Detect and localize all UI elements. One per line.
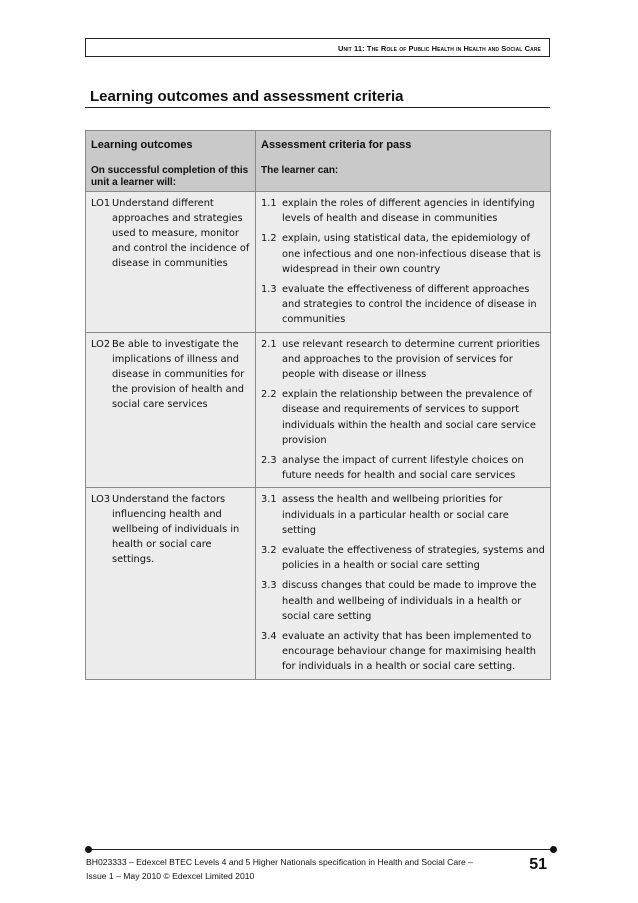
assessment-criterion bbox=[261, 578, 545, 624]
criterion-number: 1.1 bbox=[261, 198, 277, 209]
page-number: 51 bbox=[529, 856, 547, 873]
criterion-number: 3.1 bbox=[261, 494, 277, 506]
table-header-row bbox=[86, 131, 551, 192]
table-row bbox=[86, 332, 551, 488]
learning-outcome-cell bbox=[86, 332, 256, 488]
learning-outcome-cell bbox=[86, 192, 256, 333]
footer-rule-left-dot bbox=[85, 846, 92, 853]
learning-outcome bbox=[91, 337, 250, 412]
assessment-criteria-cell bbox=[256, 192, 551, 333]
criterion-number: 2.1 bbox=[261, 338, 277, 350]
criterion-number: 3.4 bbox=[261, 631, 277, 643]
criterion-number: 1.2 bbox=[261, 233, 277, 245]
learning-outcome-text: Understand different approaches and strategies used to measure, monitor and control the incidence of disease in communities bbox=[112, 198, 250, 269]
criterion-text: assess the health and wellbeing priorities for individuals in a particular health or social care setting bbox=[282, 494, 509, 536]
criterion-number: 2.2 bbox=[261, 389, 277, 401]
criterion-text: evaluate the effectiveness of different approaches and strategies to control the incidence of disease in communities bbox=[282, 284, 537, 326]
assessment-criterion bbox=[261, 337, 545, 383]
learning-outcomes-header-title: Learning outcomes bbox=[91, 139, 193, 151]
learning-outcome-text: Be able to investigate the implications of illness and disease in communities for the provision of health and social care services bbox=[112, 338, 245, 410]
criterion-number: 1.3 bbox=[261, 284, 277, 296]
footer-text bbox=[86, 855, 486, 883]
assessment-criterion bbox=[261, 387, 545, 448]
learning-outcome-number: LO1 bbox=[91, 198, 111, 209]
criterion-number: 3.2 bbox=[261, 545, 277, 557]
footer-line-2: Issue 1 – May 2010 © Edexcel Limited 2010 bbox=[86, 871, 255, 881]
learning-outcome-number: LO2 bbox=[91, 338, 111, 350]
criterion-text: use relevant research to determine current priorities and approaches to the provision of services for people with disease or illness bbox=[282, 338, 540, 381]
criterion-text: explain the relationship between the prevalence of disease and requirements of services to support individuals within the health and social care service provision bbox=[282, 389, 536, 446]
outcomes-table bbox=[85, 130, 551, 680]
footer-line-1: BH023333 – Edexcel BTEC Levels 4 and 5 Higher Nationals specification in Health and Social Care – bbox=[86, 857, 473, 867]
footer-rule bbox=[88, 849, 553, 850]
assessment-criterion bbox=[261, 282, 545, 328]
learning-outcome bbox=[91, 196, 250, 271]
assessment-criteria-header-title: Assessment criteria for pass bbox=[261, 139, 412, 151]
assessment-criterion bbox=[261, 629, 545, 675]
criterion-text: analyse the impact of current lifestyle choices on future needs for health and social care services bbox=[282, 455, 524, 482]
criterion-text: discuss changes that could be made to improve the health and wellbeing of individuals in a health or social care setting bbox=[282, 580, 537, 622]
section-title: Learning outcomes and assessment criteria bbox=[90, 88, 404, 105]
criterion-text: explain, using statistical data, the epidemiology of one infectious and one non-infectious disease that is widespread in their own country bbox=[282, 233, 541, 275]
table-row bbox=[86, 488, 551, 679]
assessment-criteria-cell bbox=[256, 332, 551, 488]
footer-rule-right-dot bbox=[550, 846, 557, 853]
assessment-criterion bbox=[261, 453, 545, 483]
learning-outcomes-header-subtitle: On successful completion of this unit a learner will: bbox=[91, 165, 249, 188]
criterion-text: explain the roles of different agencies in identifying levels of health and disease in communities bbox=[282, 198, 535, 225]
learning-outcomes-header bbox=[86, 131, 256, 192]
assessment-criteria-header-subtitle: The learner can: bbox=[261, 165, 339, 176]
learning-outcome-text: Understand the factors influencing health and wellbeing of individuals in health or social care settings. bbox=[112, 494, 240, 566]
learning-outcome-number: LO3 bbox=[91, 494, 111, 506]
title-underline bbox=[85, 107, 550, 108]
running-header-title: Unit 11: The Role of Public Health in Health and Social Care bbox=[337, 44, 541, 53]
criterion-text: evaluate the effectiveness of strategies, systems and policies in a health or social care setting bbox=[282, 545, 545, 572]
assessment-criteria-header bbox=[256, 131, 551, 192]
criterion-number: 2.3 bbox=[261, 455, 277, 467]
criterion-text: evaluate an activity that has been implemented to encourage behaviour change for maximising health for individuals in a health or social care setting. bbox=[282, 631, 537, 673]
assessment-criterion bbox=[261, 492, 545, 538]
assessment-criterion bbox=[261, 196, 545, 226]
assessment-criteria-cell bbox=[256, 488, 551, 679]
assessment-criterion bbox=[261, 543, 545, 573]
criterion-number: 3.3 bbox=[261, 580, 277, 592]
learning-outcome bbox=[91, 492, 250, 567]
running-header bbox=[85, 38, 550, 57]
learning-outcome-cell bbox=[86, 488, 256, 679]
assessment-criterion bbox=[261, 231, 545, 277]
table-row bbox=[86, 192, 551, 333]
